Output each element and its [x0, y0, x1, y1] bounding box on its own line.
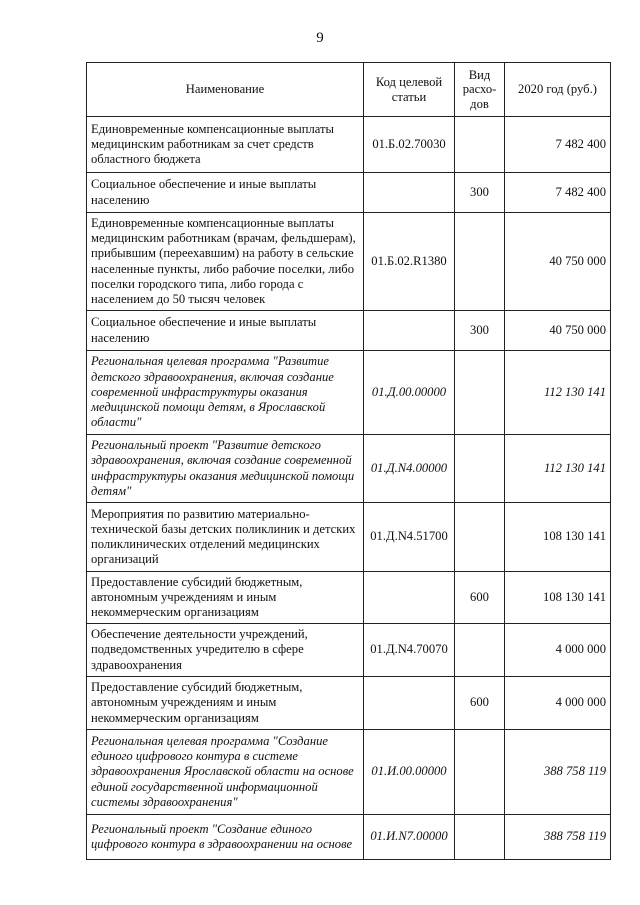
row-sum: 112 130 141 [505, 351, 611, 435]
table-row [87, 351, 611, 435]
row-sum: 108 130 141 [505, 503, 611, 572]
row-code: 01.И.N7.00000 [364, 815, 455, 860]
row-code: 01.Д.N4.70070 [364, 624, 455, 677]
row-code: 01.И.00.00000 [364, 730, 455, 815]
row-sum: 40 750 000 [505, 213, 611, 311]
row-kind [455, 624, 505, 677]
header-kind: Вид расхо-дов [455, 63, 505, 117]
row-kind: 300 [455, 173, 505, 213]
row-sum: 112 130 141 [505, 435, 611, 503]
row-name: Единовременные компенсационные выплаты медицинским работникам за счет средств областного бюджета [87, 117, 364, 173]
row-name: Социальное обеспечение и иные выплаты населению [87, 311, 364, 351]
row-sum: 7 482 400 [505, 117, 611, 173]
row-code: 01.Д.00.00000 [364, 351, 455, 435]
table-row [87, 572, 611, 624]
row-kind [455, 213, 505, 311]
table-row [87, 173, 611, 213]
row-code [364, 311, 455, 351]
row-name: Обеспечение деятельности учреждений, подведомственных учредителю в сфере здравоохранения [87, 624, 364, 677]
row-code: 01.Б.02.R1380 [364, 213, 455, 311]
page-number: 9 [316, 30, 324, 46]
row-name: Региональный проект "Развитие детского здравоохранения, включая создание современной инфраструктуры оказания медицинской помощи детям" [87, 435, 364, 503]
row-kind: 600 [455, 677, 505, 730]
row-sum: 7 482 400 [505, 173, 611, 213]
row-code: 01.Д.N4.51700 [364, 503, 455, 572]
row-kind [455, 730, 505, 815]
row-sum: 108 130 141 [505, 572, 611, 624]
row-name: Предоставление субсидий бюджетным, автономным учреждениям и иным некоммерческим организациям [87, 572, 364, 624]
table-row [87, 311, 611, 351]
row-name: Единовременные компенсационные выплаты медицинским работникам (врачам, фельдшерам), прибывшим (переехавшим) на работу в сельские населенные пункты, либо рабочие поселки, либо поселки городского типа, либо города с населением до 50 тысяч человек [87, 213, 364, 311]
row-sum: 40 750 000 [505, 311, 611, 351]
row-sum: 388 758 119 [505, 815, 611, 860]
table-row [87, 503, 611, 572]
row-sum: 388 758 119 [505, 730, 611, 815]
table-row [87, 815, 611, 860]
row-name: Мероприятия по развитию материально-технической базы детских поликлиник и детских поликлинических отделений медицинских организаций [87, 503, 364, 572]
header-code: Код целевой статьи [364, 63, 455, 117]
budget-table [86, 62, 611, 860]
table-header-row [87, 63, 611, 117]
table-row [87, 117, 611, 173]
row-name: Предоставление субсидий бюджетным, автономным учреждениям и иным некоммерческим организациям [87, 677, 364, 730]
row-kind: 300 [455, 311, 505, 351]
row-code [364, 677, 455, 730]
row-name: Социальное обеспечение и иные выплаты населению [87, 173, 364, 213]
row-code: 01.Б.02.70030 [364, 117, 455, 173]
table-row [87, 213, 611, 311]
row-kind: 600 [455, 572, 505, 624]
row-kind [455, 435, 505, 503]
table-row [87, 677, 611, 730]
row-sum: 4 000 000 [505, 677, 611, 730]
row-code: 01.Д.N4.00000 [364, 435, 455, 503]
row-kind [455, 351, 505, 435]
row-kind [455, 117, 505, 173]
row-kind [455, 503, 505, 572]
header-name: Наименование [87, 63, 364, 117]
table-row [87, 730, 611, 815]
row-name: Региональная целевая программа "Развитие детского здравоохранения, включая создание современной инфраструктуры оказания медицинской помощи детям, в Ярославской области" [87, 351, 364, 435]
row-code [364, 572, 455, 624]
row-sum: 4 000 000 [505, 624, 611, 677]
row-kind [455, 815, 505, 860]
table-row [87, 624, 611, 677]
header-sum: 2020 год (руб.) [505, 63, 611, 117]
row-name: Региональный проект "Создание единого цифрового контура в здравоохранении на основе [87, 815, 364, 860]
row-code [364, 173, 455, 213]
row-name: Региональная целевая программа "Создание единого цифрового контура в системе здравоохранения Ярославской области на основе единой государственной информационной системы здравоохранения" [87, 730, 364, 815]
table-row [87, 435, 611, 503]
